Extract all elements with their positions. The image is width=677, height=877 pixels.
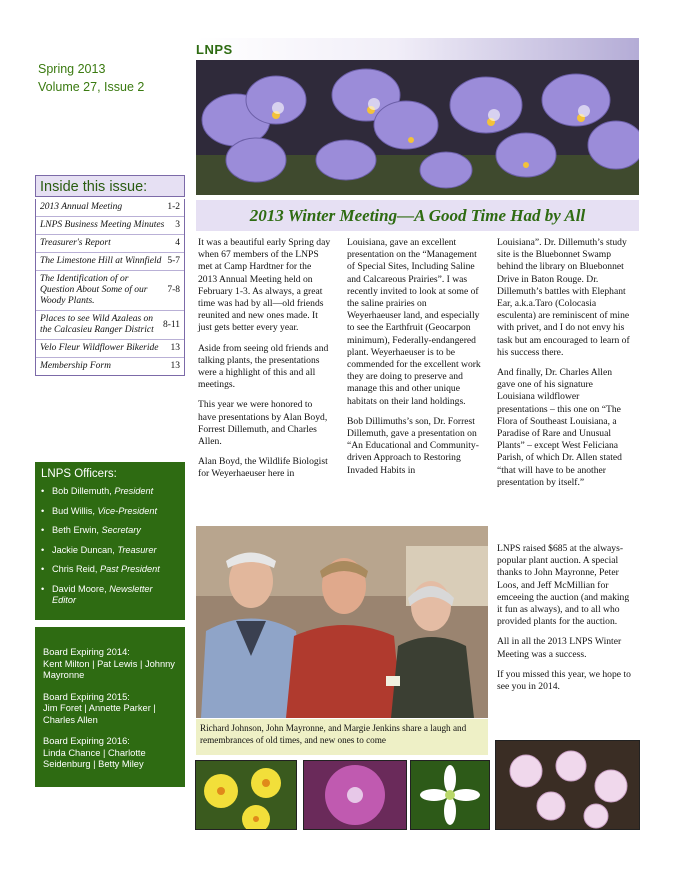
toc-item-title: LNPS Business Meeting Minutes <box>40 220 165 230</box>
table-of-contents <box>35 199 185 376</box>
paragraph: Louisiana”. Dr. Dillemuth’s study site is the Bluebonnet Swamp behind the library on Bluebonnet Drive in Baton Rouge. Dr. Dillemuth’s battles with Elephant Ear, a.k.a.Taro (Colocasia esculenta) are reminiscent of mine with privet, and I do not envy his task but am encouraged to learn of his success there. <box>497 237 630 358</box>
toc-item-title: Places to see Wild Azaleas on the Calcasieu Ranger District <box>40 314 154 335</box>
article-column-3 <box>497 237 631 497</box>
article-column-2 <box>347 237 481 485</box>
officer-item: • Chris Reid, Past President <box>41 564 179 575</box>
board-group: Board Expiring 2015: Jim Foret | Annette Parker | Charles Allen <box>43 691 156 725</box>
toc-item-title: The Limestone Hill at Winnfield <box>40 256 162 266</box>
toc-item-page: 13 <box>170 343 180 353</box>
toc-item-page: 3 <box>175 220 180 230</box>
toc-item-title: The Identification of or Question About Some of our Woody Plants. <box>40 274 148 306</box>
brand-bar <box>196 38 639 60</box>
toc-item-title: Velo Fleur Wildflower Bikeride <box>40 343 159 353</box>
paragraph: If you missed this year, we hope to see you in 2014. <box>497 668 631 693</box>
issue-info <box>38 60 144 96</box>
newsletter-brand: LNPS <box>196 42 233 57</box>
toc-item-page: 13 <box>170 361 180 371</box>
board-group: Board Expiring 2014: Kent Milton | Pat Lewis | Johnny Mayronne <box>43 647 175 680</box>
toc-item-title: Membership Form <box>40 361 111 371</box>
toc-item-title: 2013 Annual Meeting <box>40 202 123 212</box>
toc-item[interactable] <box>36 271 184 311</box>
toc-item[interactable] <box>36 199 184 217</box>
officer-item: • Jackie Duncan, Treasurer <box>41 545 179 556</box>
toc-item-page: 8-11 <box>162 319 180 330</box>
toc-item[interactable] <box>36 217 184 235</box>
thumb-yellow-flowers <box>195 760 297 830</box>
thumb-white-star-flower <box>410 760 490 830</box>
thumb-pink-flower <box>303 760 407 830</box>
officer-item: • Bob Dillemuth, President <box>41 486 179 497</box>
paragraph: This year we were honored to have presentations by Alan Boyd, Forrest Dillemuth, and Charles Allen. <box>198 399 328 448</box>
paragraph: Aside from seeing old friends and talking plants, the presentations were a highlight of this and all meetings. <box>198 342 329 391</box>
paragraph: Alan Boyd, the Wildlife Biologist for Weyerhaeuser here in <box>198 456 328 480</box>
officers-title: LNPS Officers: <box>41 468 117 480</box>
toc-item-title: Treasurer's Report <box>40 238 111 248</box>
toc-item[interactable] <box>36 358 184 375</box>
board-group: Board Expiring 2016: Linda Chance | Charlotte Seidenburg | Betty Miley <box>43 736 146 769</box>
article-column-3-continued <box>497 543 631 701</box>
article-column-1 <box>198 237 332 489</box>
paragraph: All in all the 2013 LNPS Winter Meeting was a success. <box>497 636 622 660</box>
officer-item: • David Moore, Newsletter Editor <box>41 584 179 606</box>
thumb-pale-pink-flowers <box>495 740 640 830</box>
toc-item[interactable] <box>36 340 184 358</box>
volume: Volume 27, Issue 2 <box>38 80 145 94</box>
toc-item[interactable] <box>36 235 184 253</box>
toc-item[interactable] <box>36 253 184 271</box>
group-photo <box>196 526 488 718</box>
toc-item[interactable] <box>36 311 184 340</box>
season: Spring 2013 <box>38 62 106 76</box>
toc-item-page: 1-2 <box>167 202 180 212</box>
officer-item: • Beth Erwin, Secretary <box>41 525 179 536</box>
photo-caption: Richard Johnson, John Mayronne, and Margie Jenkins share a laugh and remembrances of old times, and new ones to come <box>196 719 488 755</box>
toc-title: Inside this issue: <box>35 175 185 197</box>
paragraph: LNPS raised $685 at the always-popular plant auction. A special thanks to John Mayronne, Peter Loos, and Jeff McMillian for emceeing the auction (and making it fun as always), and to all who provided plants for the auction. <box>497 543 630 628</box>
article-headline: 2013 Winter Meeting—A Good Time Had by All <box>249 206 586 225</box>
toc-item-page: 5-7 <box>167 256 180 266</box>
toc-item-page: 7-8 <box>167 285 180 295</box>
board-box <box>35 627 185 787</box>
paragraph: It was a beautiful early Spring day when 67 members of the LNPS met at Camp Hardtner for the 2013 Annual Meeting held on February 1-3. As always, a great time was had by all—old friends reunited and new ones made. It just gets better every year. <box>198 237 331 334</box>
paragraph: Bob Dillimuths’s son, Dr. Forrest Dillemuth, gave a presentation on “An Educational and Community-driven Approach to Restoring Invaded Habits in <box>347 415 479 476</box>
paragraph: Louisiana, gave an excellent presentation on the “Management of Special Sites, Including Saline and Calcareous Prairies”. I was recently invited to look at some of the saline prairies on Weyerhaeuser land, and especially to see the Earthfruit (Geocarpon minimum), Federally-endangered plant. Weyerhaeuser is to be commended for the excellent work they are doing to preserve and manage this and other unique habitats on their land holdings. <box>347 237 481 407</box>
toc-item-page: 4 <box>175 238 180 248</box>
hero-photo-violets <box>196 60 639 195</box>
paragraph: And finally, Dr. Charles Allen gave one of his signature Louisiana wildflower presentations – this one on “The Flora of Southeast Louisiana, a Paradise of Rare and Unusual Plants” – except West Feliciana Parish, of which Dr. Allen stated “that will have to be another presentation by itself.” <box>497 367 622 488</box>
officers-box <box>35 462 185 620</box>
officer-item: • Bud Willis, Vice-President <box>41 506 179 517</box>
